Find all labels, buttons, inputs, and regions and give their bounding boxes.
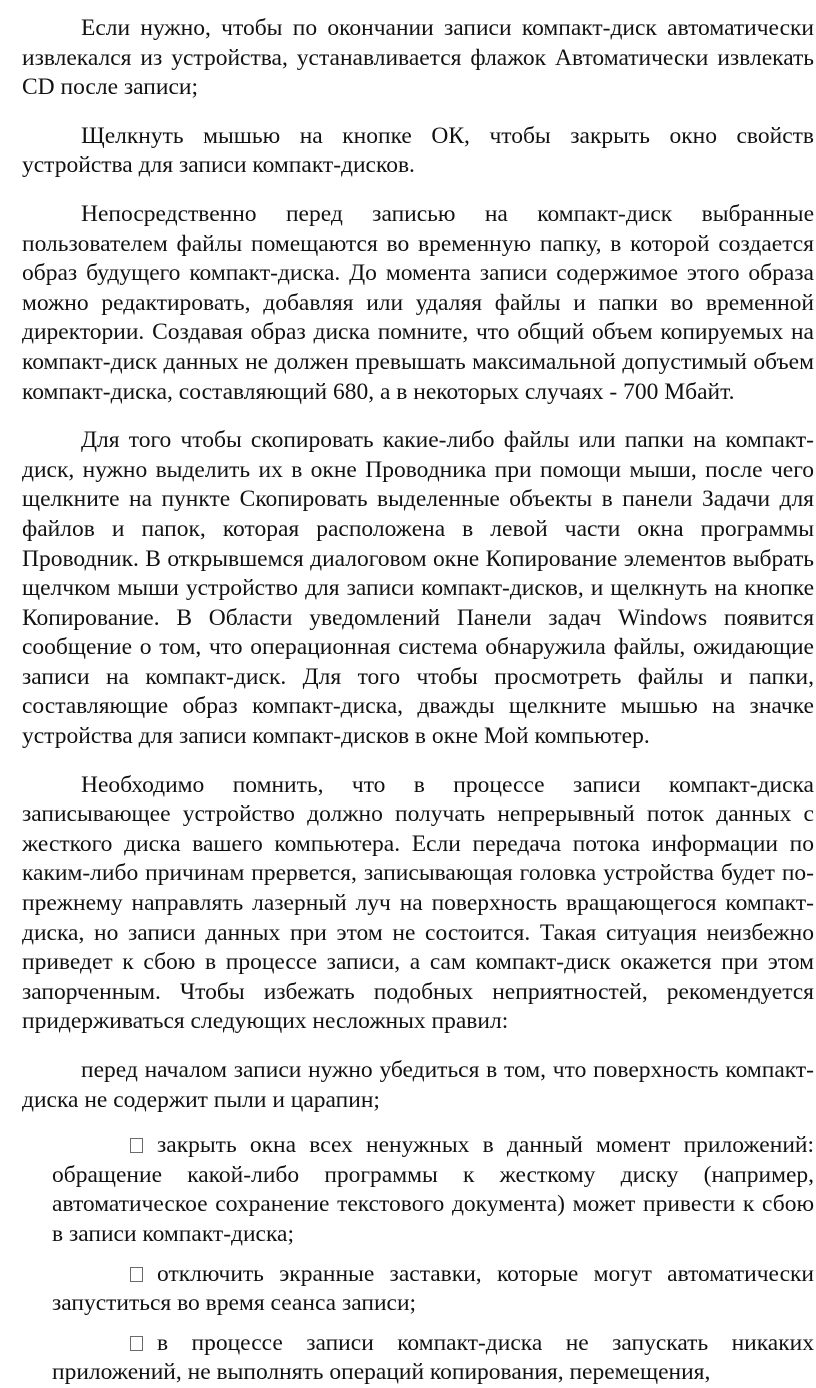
list-item <box>52 1260 814 1319</box>
rules-list <box>22 1131 814 1388</box>
list-item <box>52 1131 814 1249</box>
checkbox-glyph-icon <box>130 1138 143 1153</box>
paragraph-continuous-stream: Необходимо помнить, что в процессе записи компакт-диска записывающее устройство должно получать непрерывный поток данных с жесткого диска вашего компьютера. Если передача потока информации по каким-либо причинам прервется, записывающая головка устройства будет по-прежнему направлять лазерный луч на поверхность вращающегося компакт-диска, но записи данных при этом не состоится. Такая ситуация неизбежно приведет к сбою в процессе записи, а сам компакт-диск окажется при этом запорченным. Чтобы избежать подобных неприятностей, рекомендуется придерживаться следующих несложных правил: <box>22 771 814 1035</box>
paragraph-temp-folder: Непосредственно перед записью на компакт-диск выбранные пользователем файлы помещаются во временную папку, в которой создается образ будущего компакт-диска. До момента записи содержимое этого образа можно редактировать, добавляя или удаляя файлы и папки во временной директории. Создавая образ диска помните, что общий объем копируемых на компакт-диск данных не должен превышать максимальной допустимый объем компакт-диска, составляющий 680, а в некоторых случаях - 700 Мбайт. <box>22 200 814 405</box>
paragraph-auto-eject: Если нужно, чтобы по окончании записи компакт-диск автоматически извлекался из устройства, устанавливается флажок Автоматически извлекать CD после записи; <box>22 15 814 101</box>
list-item-text: в процессе записи компакт-диска не запускать никаких приложений, не выполнять операций копирования, перемещения, <box>52 1329 814 1386</box>
list-item-text: отключить экранные заставки, которые могут автоматически запуститься во время сеанса записи; <box>52 1260 814 1317</box>
checkbox-glyph-icon <box>130 1336 143 1351</box>
paragraph-click-ok: Щелкнуть мышью на кнопке ОК, чтобы закрыть окно свойств устройства для записи компакт-дисков. <box>22 122 814 179</box>
list-item <box>52 1329 814 1388</box>
document-page <box>22 0 814 1388</box>
checkbox-glyph-icon <box>130 1267 143 1282</box>
paragraph-copy-files: Для того чтобы скопировать какие-либо файлы или папки на компакт-диск, нужно выделить их в окне Проводника при помощи мыши, после чего щелкните на пункте Скопировать выделенные объекты в панели Задачи для файлов и папок, которая расположена в левой части окна программы Проводник. В открывшемся диалоговом окне Копирование элементов выбрать щелчком мыши устройство для записи компакт-дисков, и щелкнуть на кнопке Копирование. В Области уведомлений Панели задач Windows появится сообщение о том, что операционная система обнаружила файлы, ожидающие записи на компакт-диск. Для того чтобы просмотреть файлы и папки, составляющие образ компакт-диска, дважды щелкните мышью на значке устройства для записи компакт-дисков в окне Мой компьютер. <box>22 427 814 750</box>
paragraph-check-surface: перед началом записи нужно убедиться в том, что поверхность компакт-диска не содержит пыли и царапин; <box>22 1057 814 1113</box>
list-item-text: закрыть окна всех ненужных в данный момент приложений: обращение какой-либо программы к жесткому диску (например, автоматическое сохранение текстового документа) может привести к сбою в записи компакт-диска; <box>52 1132 814 1247</box>
